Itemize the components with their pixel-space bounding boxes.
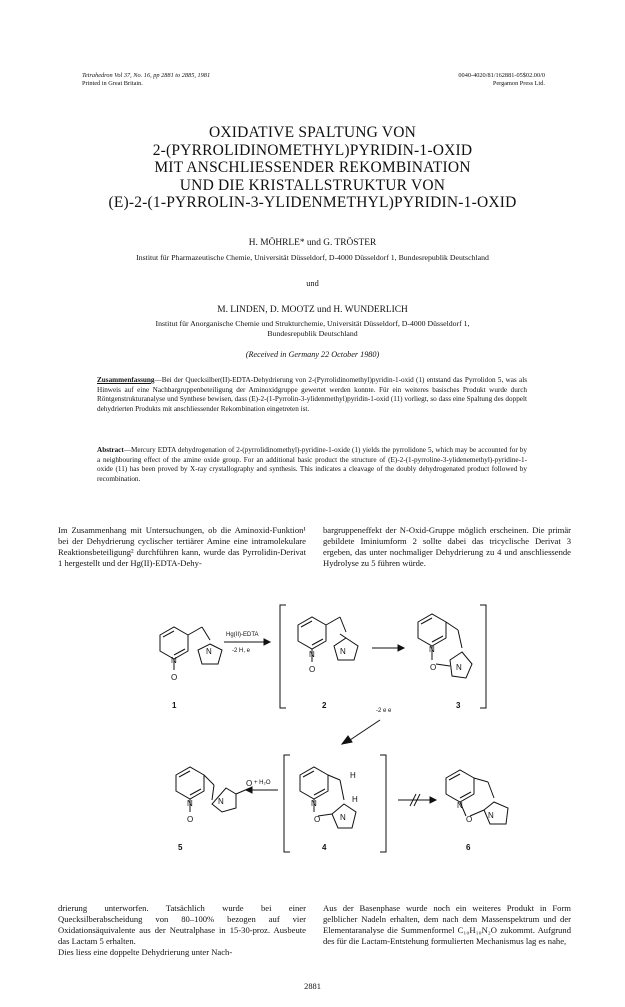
reaction-arrow-2-head <box>398 645 404 651</box>
affiliation-2 <box>70 319 555 339</box>
atom-H-4a: H <box>350 771 356 780</box>
atom-O-3: O <box>430 663 437 672</box>
atom-N-3: N <box>429 645 435 654</box>
reagent-minus-2e: -2 e e <box>376 708 392 714</box>
atom-O-1: O <box>171 673 178 682</box>
atom-N-6b: N <box>488 811 494 820</box>
title-line-2: 2-(PYRROLIDINOMETHYL)PYRIDIN-1-OXID <box>152 141 473 159</box>
journal-citation: Tetrahedron Vol 37, No. 16, pp 2881 to 2885, 1981 <box>82 72 211 79</box>
title-line-5: (E)-2-(1-PYRROLIN-3-YLIDENMETHYL)PYRIDIN-1-OXID <box>108 194 517 211</box>
abstract-text: —Mercury EDTA dehydrogenation of 2-(pyrrolidinomethyl)-pyridine-1-oxide (1) yields the pyrrolidone 5, which may be accounted for by a neighbouring effect of the amine oxide group. For an additional basic product the structure of (E)-2-(1-pyrroline-3-ylidenemethyl)-pyridine-1-oxide (11) has been proved by X-ray crystallography and synthesis. This indicates a cleavage of the doubly dehydrogenated product followed by recombination. <box>97 446 527 483</box>
reagent-minus-2h: -2 H, e <box>232 648 251 654</box>
issn-code: 0040-4020/81/162881-05$02.00/0 <box>458 72 545 79</box>
compound-6-structure <box>446 770 508 824</box>
bracket-left-top <box>280 605 286 708</box>
reaction-scheme <box>0 590 625 890</box>
title-line-1: OXIDATIVE SPALTUNG VON <box>208 124 417 141</box>
reaction-arrow-3 <box>350 720 380 740</box>
affiliation-2-line-1: Institut für Anorganische Chemie und Strukturchemie, Universität Düsseldorf, D-4000 Düsseldorf 1, <box>155 319 470 328</box>
affiliation-1: Institut für Pharmazeutische Chemie, Universität Düsseldorf, D-4000 Düsseldorf 1, Bundesrepublik Deutschland <box>136 253 489 262</box>
bracket-left-bottom <box>284 755 290 852</box>
atom-N-4: N <box>311 799 317 808</box>
atom-N-6: N <box>457 801 463 810</box>
zusammenfassung-text: —Bei der Quecksilber(II)-EDTA-Dehydrierung von 2-(Pyrrolidinomethyl)pyridin-1-oxid (1) entstand das Pyrrolidon 5, was als Hinweis auf eine Nachbargruppenbeteiligung der Aminoxidgruppe gewertet werden konnte. Für ein weiteres basisches Produkt wurde durch Röntgenstrukturanalyse und Synthese bewisen, dass (E)-2-(1-Pyrrolin-3-ylidenmethyl)pyridin-1-oxid (11) vorliegt, so dass eine Spaltung des doppelt dehydrierten Produkts mit anschliessender Rekombination eingetreten ist. <box>97 376 527 413</box>
compound-label-4: 4 <box>322 843 327 852</box>
atom-O-2: O <box>309 665 316 674</box>
affiliation-2-line-2: Bundesrepublik Deutschland <box>267 329 358 338</box>
zusammenfassung-label: Zusammenfassung <box>97 376 155 384</box>
atom-O-4: O <box>314 815 321 824</box>
atom-O-6: O <box>466 815 473 824</box>
atom-H-4b: H <box>352 795 358 804</box>
compound-1-structure <box>160 627 222 670</box>
reaction-arrow-1-head <box>264 639 270 645</box>
compound-label-5: 5 <box>178 843 183 852</box>
atom-N-1b: N <box>206 647 212 656</box>
journal-header-left <box>82 72 210 88</box>
intro-left-column: Im Zusammenhang mit Untersuchungen, ob die Aminoxid-Funktion¹ bei der Dehydrierung cyclischer tertiärer Amine eine intramolekulare Reaktionsbeteiligung² durchführen kann, wurde das Pyrrolidin-Derivat 1 hergestellt und der Hg(II)-EDTA-Dehy- <box>58 525 306 569</box>
publisher: Pergamon Press Ltd. <box>492 80 545 87</box>
compound-label-3: 3 <box>456 701 461 710</box>
reagent-plus-water: + H₂O <box>254 780 271 786</box>
atom-N-2b: N <box>340 647 346 656</box>
compound-label-6: 6 <box>466 843 471 852</box>
atom-N-4b: N <box>340 813 346 822</box>
atom-N-2: N <box>309 650 315 659</box>
atom-N-5: N <box>187 799 193 808</box>
received-date: (Received in Germany 22 October 1980) <box>245 350 380 359</box>
intro-right-column: bargruppeneffekt der N-Oxid-Gruppe möglich erscheinen. Die primär gebildete Iminiumform 2 sollte dabei das tricyclische Derivat 3 ergeben, das unter nochmaliger Dehydrierung zu 4 und anschliessende Hydrolyse zu 5 führen würde. <box>323 525 571 569</box>
und-separator: und <box>306 279 319 288</box>
compound-label-2: 2 <box>322 701 327 710</box>
bracket-right-top <box>480 605 486 708</box>
reaction-arrow-5-head <box>430 797 436 803</box>
page-number: 2881 <box>304 982 321 991</box>
zusammenfassung-paragraph <box>97 376 527 414</box>
bracket-right-bottom <box>380 755 386 852</box>
printed-in: Printed in Great Britain. <box>82 80 143 87</box>
abstract-paragraph <box>97 446 527 484</box>
atom-O-5: O <box>187 815 194 824</box>
reaction-arrow-3-head <box>342 736 352 744</box>
compound-4-structure <box>300 767 356 828</box>
title-line-3: MIT ANSCHLIESSENDER REKOMBINATION <box>154 159 471 176</box>
atom-N-1: N <box>171 656 177 665</box>
atom-O-5b: O <box>246 779 253 788</box>
atom-N-3b: N <box>456 663 462 672</box>
bottom-right-column: Aus der Basenphase wurde noch ein weiteres Produkt in Form gelblicher Nadeln erhalten, dem nach dem Massenspektrum und der Elementaranalyse die Summenformel C₁₀H₁₀N₂O zukommt. Aufgrund des für die Lactam-Entstehung formulierten Mechanismus lag es nahe, <box>323 903 571 947</box>
atom-N-5b: N <box>218 797 224 806</box>
compound-2-structure <box>298 617 358 662</box>
bottom-left-column: drierung unterworfen. Tatsächlich wurde bei einer Quecksilberabscheidung von 80–100% bezogen auf vier Oxidationsäquivalente aus der Neutralphase in 15-30-proz. Ausbeute das Lactam 5 erhalten. Dies liess eine doppelte Dehydrierung unter Nach- <box>58 903 306 958</box>
authors-group-1: H. MÖHRLE* und G. TRÖSTER <box>248 238 377 248</box>
title-line-4: UND DIE KRISTALLSTRUKTUR VON <box>179 176 446 194</box>
compound-3-structure <box>418 614 472 678</box>
abstract-label: Abstract <box>97 446 124 454</box>
reagent-hg-edta: Hg(II)-EDTA <box>226 632 259 638</box>
journal-header-right <box>458 72 545 88</box>
article-title <box>0 124 625 212</box>
authors-group-2: M. LINDEN, D. MOOTZ und H. WUNDERLICH <box>217 305 408 315</box>
compound-label-1: 1 <box>172 701 177 710</box>
